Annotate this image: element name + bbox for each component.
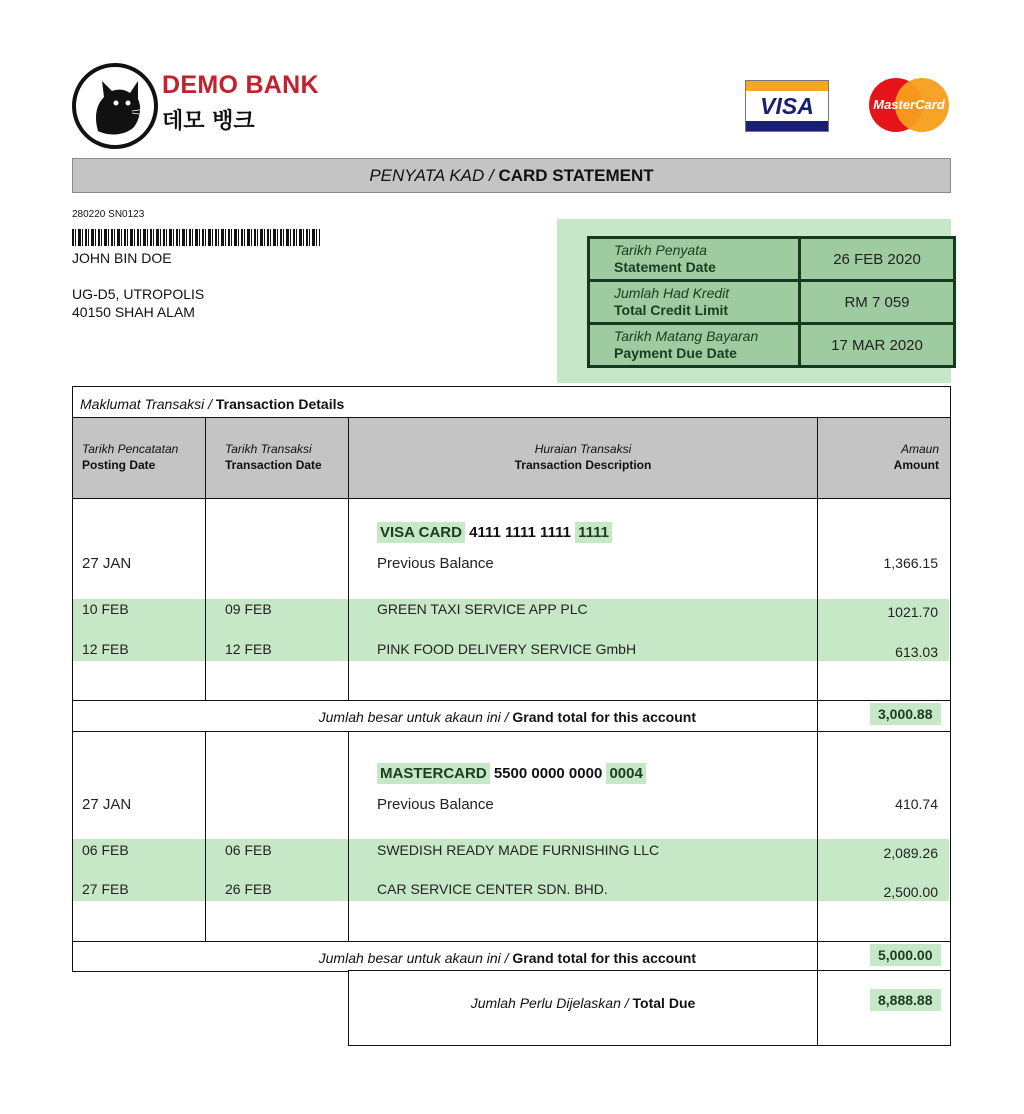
transaction-date: 09 FEB bbox=[225, 601, 272, 617]
column-header-amount: Amaun Amount bbox=[893, 442, 939, 472]
address-line-2: 40150 SHAH ALAM bbox=[72, 304, 195, 320]
details-title-malay: Maklumat Transaksi / bbox=[80, 396, 212, 412]
barcode bbox=[72, 229, 320, 246]
grand-total-value: 5,000.00 bbox=[870, 944, 941, 966]
card-number-last-digits: 1111 bbox=[575, 522, 612, 543]
total-due-value: 8,888.88 bbox=[870, 989, 941, 1011]
card-number: 4111 1111 1111 bbox=[469, 524, 571, 541]
visa-logo-text: VISA bbox=[760, 93, 814, 119]
cat-icon bbox=[76, 67, 154, 145]
card-number-last-digits: 0004 bbox=[606, 763, 645, 784]
previous-balance-date: 27 JAN bbox=[82, 555, 132, 572]
summary-label-english: Total Credit Limit bbox=[614, 302, 729, 318]
card-type: MASTERCARD bbox=[377, 763, 490, 784]
transaction-description: CAR SERVICE CENTER SDN. BHD. bbox=[377, 881, 608, 897]
card-number: 5500 0000 0000 bbox=[493, 765, 603, 782]
mastercard-logo bbox=[869, 78, 949, 134]
transaction-amount: 1021.70 bbox=[887, 604, 938, 620]
transaction-amount: 2,089.26 bbox=[883, 845, 938, 861]
address-line-1: UG-D5, UTROPOLIS bbox=[72, 286, 205, 302]
grand-total-label: Jumlah besar untuk akaun ini / Grand total for this account bbox=[318, 709, 696, 725]
summary-row bbox=[589, 324, 955, 367]
total-due-label: Jumlah Perlu Dijelaskan / Total Due bbox=[470, 995, 696, 1011]
transaction-description: PINK FOOD DELIVERY SERVICE GmbH bbox=[377, 641, 637, 657]
statement-title bbox=[72, 158, 951, 193]
mastercard-logo-text: MasterCard bbox=[873, 97, 945, 112]
summary-row bbox=[589, 238, 955, 281]
transaction-date: 12 FEB bbox=[225, 641, 272, 657]
summary-label-malay: Jumlah Had Kredit bbox=[614, 285, 730, 301]
column-header-transaction-date: Tarikh Transaksi Transaction Date bbox=[225, 442, 322, 472]
summary-table bbox=[587, 236, 956, 368]
posting-date: 10 FEB bbox=[82, 601, 129, 617]
summary-label-english: Payment Due Date bbox=[614, 345, 737, 361]
customer-name: JOHN BIN DOE bbox=[72, 250, 172, 266]
reference-number: 280220 SN0123 bbox=[72, 209, 145, 220]
previous-balance-amount: 410.74 bbox=[895, 796, 938, 812]
total-due-amount bbox=[870, 992, 941, 1010]
summary-row bbox=[589, 281, 955, 324]
previous-balance-label: Previous Balance bbox=[377, 555, 494, 572]
grand-total-value: 3,000.88 bbox=[870, 703, 941, 725]
title-malay: PENYATA KAD / bbox=[369, 166, 494, 185]
column-header-description: Huraian Transaksi Transaction Description bbox=[514, 442, 652, 472]
previous-balance-label: Previous Balance bbox=[377, 796, 494, 813]
previous-balance-date: 27 JAN bbox=[82, 796, 132, 813]
bank-name-korean: 데모 뱅크 bbox=[162, 109, 255, 134]
card-heading-mastercard bbox=[377, 765, 646, 782]
transaction-description: GREEN TAXI SERVICE APP PLC bbox=[377, 601, 588, 617]
transaction-amount: 613.03 bbox=[895, 644, 938, 660]
summary-label-malay: Tarikh Penyata bbox=[614, 242, 707, 258]
previous-balance-amount: 1,366.15 bbox=[883, 555, 938, 571]
posting-date: 12 FEB bbox=[82, 641, 129, 657]
details-title-english: Transaction Details bbox=[215, 396, 345, 412]
details-title bbox=[80, 396, 344, 412]
posting-date: 06 FEB bbox=[82, 842, 129, 858]
summary-value: 17 MAR 2020 bbox=[800, 324, 955, 367]
summary-value: 26 FEB 2020 bbox=[800, 238, 955, 281]
summary-label-english: Statement Date bbox=[614, 259, 716, 275]
bank-name: DEMO BANK bbox=[162, 71, 319, 99]
visa-logo bbox=[745, 80, 829, 132]
column-header-posting-date: Tarikh Pencatatan Posting Date bbox=[82, 442, 179, 472]
grand-total-amount bbox=[870, 706, 941, 724]
transaction-description: SWEDISH READY MADE FURNISHING LLC bbox=[377, 842, 660, 858]
card-type: VISA CARD bbox=[377, 522, 465, 543]
transaction-amount: 2,500.00 bbox=[883, 884, 938, 900]
title-english: CARD STATEMENT bbox=[498, 166, 654, 185]
summary-value: RM 7 059 bbox=[800, 281, 955, 324]
grand-total-label: Jumlah besar untuk akaun ini / Grand total for this account bbox=[318, 950, 696, 966]
grand-total-amount bbox=[870, 947, 941, 965]
posting-date: 27 FEB bbox=[82, 881, 129, 897]
bank-logo bbox=[72, 63, 158, 149]
transaction-date: 26 FEB bbox=[225, 881, 272, 897]
summary-label-malay: Tarikh Matang Bayaran bbox=[614, 328, 759, 344]
transaction-date: 06 FEB bbox=[225, 842, 272, 858]
card-heading-visa bbox=[377, 524, 612, 541]
